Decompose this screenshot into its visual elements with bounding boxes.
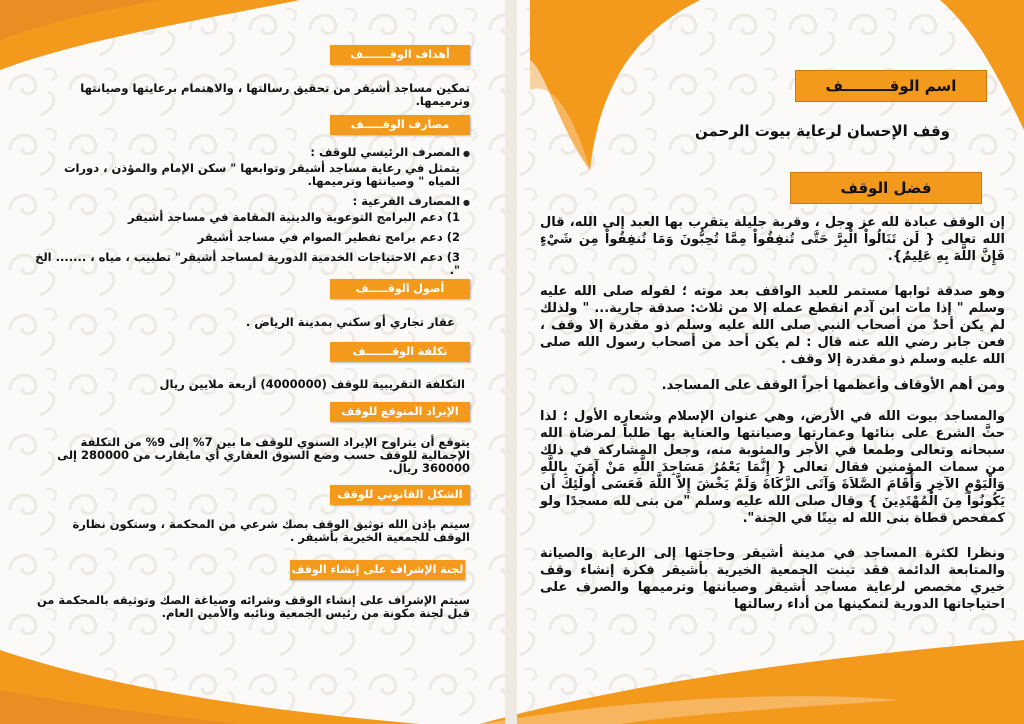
list-item: 2) دعم برامج تفطير الصوام في مساجد أشيقر xyxy=(197,230,460,244)
waqf-name-text: وقف الإحسان لرعاية بيوت الرحمن xyxy=(695,122,950,140)
paragraph: إن الوقف عبادة لله عز وجل ، وقربة جليلة يتقرب بها العبد إلى الله، قال الله تعالى { لَن تَنَالُواْ الْبِرَّ حَتَّى تُنفِقُواْ مِمَّا تُحِبُّونَ وَمَا تُنفِقُواْ مِن شَيْءٍ فَإِنَّ اللَّهَ بِهِ عَلِيمٌ}. xyxy=(540,215,1005,264)
goals-heading: أهداف الوقـــــــف xyxy=(330,45,470,65)
list-item: 3) دعم الاحتياجات الخدمية الدورية لمساجد أشيقر" تطبيب ، مياه ، ....... الخ ". xyxy=(35,250,460,277)
revenue-text: يتوقع أن يتراوح الإيراد السنوي للوقف ما بين 7% إلى 9% من التكلفة الإجمالية للوقف حسب وضع السوق العقاري أي مايقارب من 280000 إلى 360000 ريال. xyxy=(57,435,470,475)
cost-heading: تكلفة الوقـــــــف xyxy=(330,342,470,362)
goals-text: تمكين مساجد أشيقر من تحقيق رسالتها ، والاهتمام برعايتها وصيانتها وترميمها. xyxy=(80,81,470,108)
committee-heading: لجنة الإشراف على إنشاء الوقف xyxy=(290,560,465,580)
paragraph: وهو صدقة ثوابها مستمر للعبد الواقف بعد موته ؛ لقوله صلى الله عليه وسلم " إذا مات ابن آدم انقطع عمله إلا من ثلاث: صدقة جارية... " ولذلك لم يكن أحدٌ من أصحاب النبي صلى الله عليه وسلم ذو مقدرة إلا وقف ، فعن جابر رضي الله عنه قال : لم يكن أحد من أصحاب رسول الله صلى الله عليه وسلم ذو مقدرة إلا وقف . xyxy=(540,284,1005,367)
expenses-heading: مصارف الوقـــــف xyxy=(330,115,470,135)
cost-text: التكلفة التقريبية للوقف (4000000) أربعة ملايين ريال xyxy=(159,377,465,391)
committee-text: سيتم الإشراف على إنشاء الوقف وشرائه وصياغة الصك وتوثيقه بالمحكمة من قبل لجنة مكونة من رئيس الجمعية ونائبه والأمين العام. xyxy=(36,593,470,620)
paragraph: والمساجد بيوت الله في الأرض، وهي عنوان الإسلام وشعاره الأول ؛ لذا حثَّ الشرع على بنائها وعمارتها وصيانتها والعناية بها طلباً لمرضاة الله سبحانه وتعالى وطمعا في الأجر والمثوبة منه، وجعل المشاركة في ذلك من سمات المؤمنين فقال تعالى { إِنَّمَا يَعْمُرُ مَسَاجِدَ اللَّهِ مَنْ آمَنَ بِاللَّهِ وَالْيَوْمِ الآخِرِ وَأَقَامَ الصَّلاَةَ وَآتَى الزَّكَاةَ وَلَمْ يَخْشَ إِلاَّ اللَّهَ فَعَسَى أُولَئِكَ أَن يَكُونُواْ مِنَ الْمُهْتَدِينَ } وقال صلى الله عليه وسلم "من بنى لله مسجدًا ولو كمفحص قطاة بنى الله له بيتًا في الجنة". xyxy=(540,409,1005,526)
legal-heading: الشكل القانوني للوقف xyxy=(330,485,470,505)
assets-heading: أصول الوقـــــف xyxy=(330,279,470,299)
waqf-name-heading: اسم الوقـــــــــف xyxy=(795,70,987,102)
assets-text: عقار تجاري أو سكني بمدينة الرياض . xyxy=(245,315,455,329)
paragraph: ومن أهم الأوقاف وأعظمها أجراً الوقف على المساجد. xyxy=(661,378,1005,393)
main-expense-text: يتمثل في رعاية مساجد أشيقر وتوابعها " سكن الإمام والمؤذن ، دورات المياه " وصيانتها وترميمها. xyxy=(63,161,460,188)
sub-expense-label: ● المصارف الفرعية : xyxy=(100,195,470,209)
virtue-heading: فضل الوقف xyxy=(790,172,982,204)
main-expense-label: ● المصرف الرئيسي للوقف : xyxy=(100,146,470,160)
legal-text: سيتم بإذن الله توثيق الوقف بصك شرعي من المحكمة ، وستكون نظارة الوقف للجمعية الخيرية بأشيقر . xyxy=(72,517,470,544)
right-panel xyxy=(520,0,1024,724)
list-item: 1) دعم البرامج التوعوية والدينية المقامة في مساجد أشيقر xyxy=(127,210,460,224)
paragraph: ونظرا لكثرة المساجد في مدينة أشيقر وحاجتها إلى الرعاية والصيانة والمتابعة الدائمة فقد تبنت الجمعية الخيرية بأشيقر فكرة إنشاء وقف خيري مخصص لرعاية مساجد أشيقر وصيانتها وترميمها والصرف على احتياجاتها الدورية لتمكينها من أداء رسالتها xyxy=(540,546,1005,612)
revenue-heading: الإيراد المتوقع للوقف xyxy=(330,402,470,422)
left-panel xyxy=(0,0,500,724)
